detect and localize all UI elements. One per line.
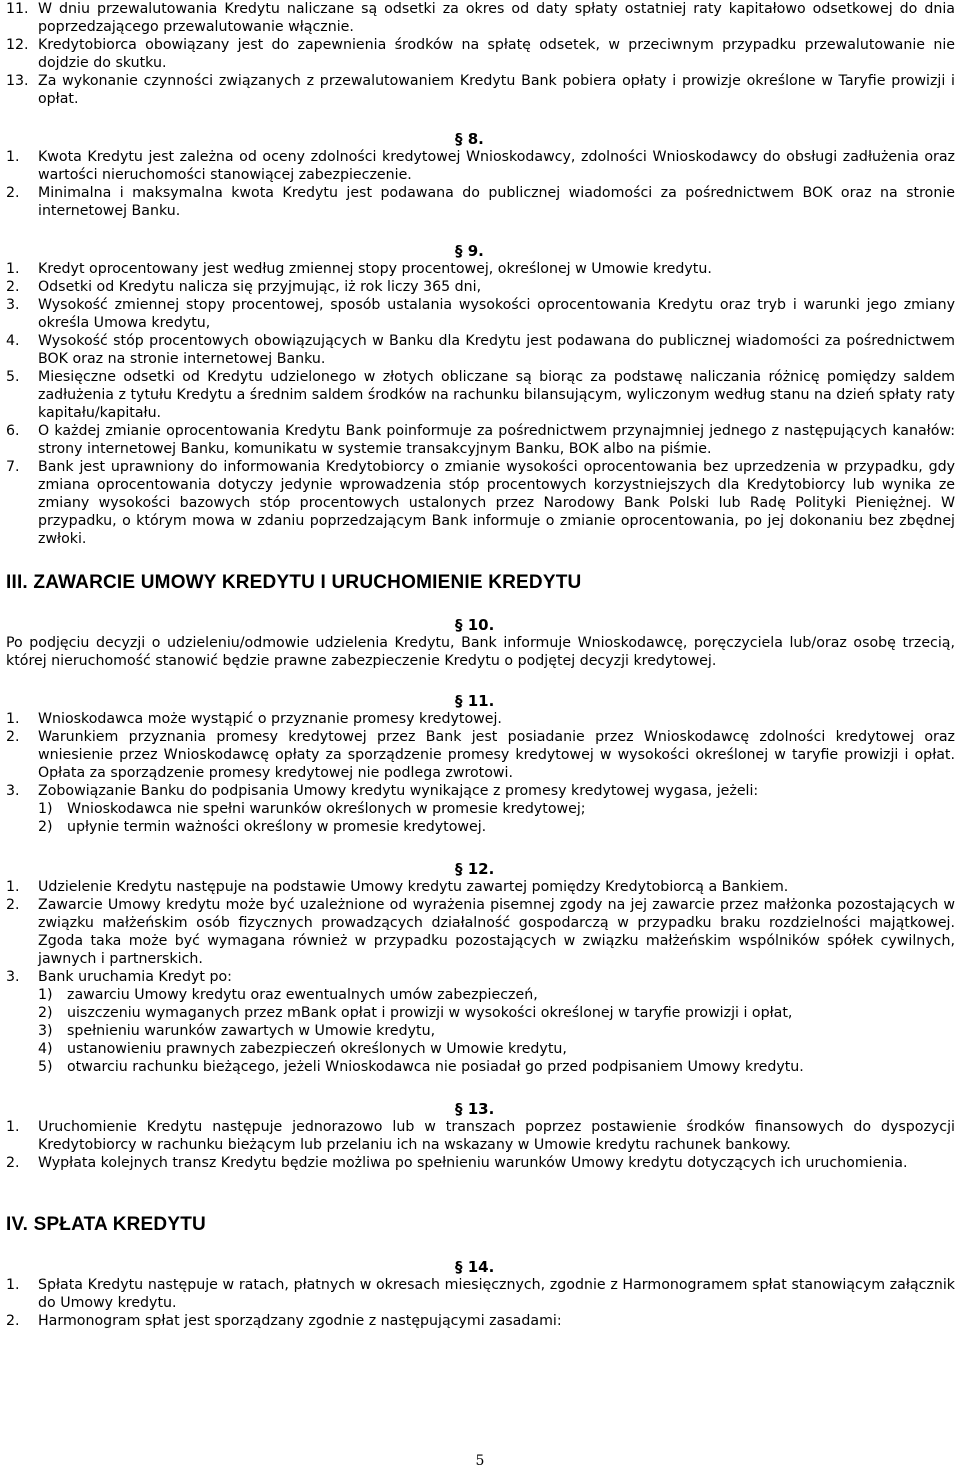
list-item (6, 296, 955, 332)
paragraph-heading: § 8. (455, 130, 484, 148)
list-item (6, 332, 955, 368)
item-number: 12. (6, 37, 29, 53)
item-text: Harmonogram spłat jest sporządzany zgodnie z następującymi zasadami: (38, 1313, 562, 1329)
paragraph-heading: § 9. (455, 242, 484, 260)
item-text: Bank jest uprawniony do informowania Kredytobiorcy o zmianie wysokości oprocentowania bez uprzedzenia w przypadku, gdy zmiana oprocentowania dotyczy jedynie wprowadzenia stóp procentowych korzystniejszych dla Kredytobiorcy lub wynika ze zmiany wysokości bazowych stóp procentowych ustalonych przez Narodowy Bank Polski lub Radę Polityki Pieniężnej. W przypadku, o którym mowa w zdaniu poprzedzającym Bank informuje o zmianie oprocentowania, po jej dokonaniu bez zbędnej zwłoki. (38, 459, 955, 547)
paragraph-heading: § 12. (455, 860, 495, 878)
item-text: Minimalna i maksymalna kwota Kredytu jest podawana do publicznej wiadomości za pośrednictwem BOK oraz na stronie internetowej Banku. (38, 185, 955, 219)
sub-item-text: upłynie termin ważności określony w promesie kredytowej. (67, 819, 487, 835)
item-text: Uruchomienie Kredytu następuje jednorazowo lub w transzach poprzez postawienie środków finansowych do dyspozycji Kredytobiorcy w rachunku bieżącym lub przelaniu ich na wskazany w Umowie kredytu rachunek bankowy. (38, 1119, 955, 1153)
paragraph-heading: § 10. (455, 616, 495, 634)
list-item (6, 422, 955, 458)
item-text: Kredytobiorca obowiązany jest do zapewnienia środków na spłatę odsetek, w przeciwnym przypadku przewalutowanie nie dojdzie do skutku. (38, 37, 955, 71)
item-number: 1. (6, 261, 20, 277)
item-number: 1. (6, 149, 20, 165)
list-item (6, 1276, 955, 1312)
sub-item (38, 1058, 955, 1076)
list-item (6, 782, 955, 800)
item-number: 11. (6, 1, 29, 17)
sub-item (38, 818, 955, 836)
list-item (6, 184, 955, 220)
item-text: Miesięczne odsetki od Kredytu udzielonego w złotych obliczane są biorąc za podstawę naliczania różnicę pomiędzy saldem zadłużenia z tytułu Kredytu a średnim saldem środków na rachunku bilansującym, wyliczonym według stanu na dzień spłaty raty kapitału/kapitału. (38, 369, 955, 421)
item-text: Wnioskodawca może wystąpić o przyznanie promesy kredytowej. (38, 711, 502, 727)
sub-item-number: 3) (38, 1023, 53, 1039)
sub-item-number: 4) (38, 1041, 53, 1057)
item-text: Spłata Kredytu następuje w ratach, płatnych w okresach miesięcznych, zgodnie z Harmonogramem spłat stanowiącym załącznik do Umowy kredytu. (38, 1277, 955, 1311)
paragraph-heading: § 14. (455, 1258, 495, 1276)
chapter-heading: III. ZAWARCIE UMOWY KREDYTU I URUCHOMIENIE KREDYTU (6, 572, 582, 593)
sub-item-text: otwarciu rachunku bieżącego, jeżeli Wnioskodawca nie posiadał go przed podpisaniem Umowy kredytu. (67, 1059, 804, 1075)
item-text: Kredyt oprocentowany jest według zmiennej stopy procentowej, określonej w Umowie kredytu. (38, 261, 712, 277)
item-number: 2. (6, 897, 20, 913)
document-page (6, 0, 955, 1330)
item-number: 2. (6, 1313, 20, 1329)
sub-item-text: zawarciu Umowy kredytu oraz ewentualnych umów zabezpieczeń, (67, 987, 538, 1003)
list-item (6, 36, 955, 72)
sub-item (38, 800, 955, 818)
paragraph-heading: § 11. (455, 692, 495, 710)
item-number: 6. (6, 423, 20, 439)
sub-item (38, 1022, 955, 1040)
item-number: 3. (6, 297, 20, 313)
item-text: Wypłata kolejnych transz Kredytu będzie możliwa po spełnieniu warunków Umowy kredytu dotyczących ich uruchomienia. (38, 1155, 908, 1171)
item-number: 2. (6, 279, 20, 295)
item-text: Warunkiem przyznania promesy kredytowej przez Bank jest posiadanie przez Wnioskodawcę zdolności kredytowej oraz wniesienie przez Wnioskodawcę opłaty za sporządzenie promesy kredytowej w wysokości określonej w taryfie prowizji i opłat. Opłata za sporządzenie promesy kredytowej nie podlega zwrotowi. (38, 729, 955, 781)
item-number: 1. (6, 1119, 20, 1135)
item-text: Wysokość zmiennej stopy procentowej, sposób ustalania wysokości oprocentowania Kredytu oraz tryb i warunki jego zmiany określa Umowa kredytu, (38, 297, 955, 331)
sub-item (38, 986, 955, 1004)
item-text: Zawarcie Umowy kredytu może być uzależnione od wyrażenia pisemnej zgody na jej zawarcie przez małżonka pozostających w związku małżeńskim osób fizycznych prowadzących działalność gospodarczą w przypadku braku rozdzielności majątkowej. Zgoda taka może być wymagana również w przypadku pozostających w związku małżeńskim wspólników spółek cywilnych, jawnych i partnerskich. (38, 897, 955, 967)
list-item (6, 1118, 955, 1154)
list-item (6, 72, 955, 108)
item-text: Odsetki od Kredytu nalicza się przyjmując, iż rok liczy 365 dni, (38, 279, 482, 295)
sub-item-text: ustanowieniu prawnych zabezpieczeń określonych w Umowie kredytu, (67, 1041, 567, 1057)
item-text: Bank uruchamia Kredyt po: (38, 969, 232, 985)
sub-item-text: Wnioskodawca nie spełni warunków określonych w promesie kredytowej; (67, 801, 586, 817)
sub-item-number: 1) (38, 801, 53, 817)
list-item (6, 968, 955, 986)
sub-item-number: 5) (38, 1059, 53, 1075)
list-item (6, 0, 955, 36)
sub-item-text: uiszczeniu wymaganych przez mBank opłat i prowizji w wysokości określonej w taryfie prowizji i opłat, (67, 1005, 793, 1021)
item-number: 1. (6, 879, 20, 895)
item-number: 13. (6, 73, 29, 89)
item-number: 5. (6, 369, 20, 385)
item-number: 2. (6, 1155, 20, 1171)
paragraph-text: Po podjęciu decyzji o udzieleniu/odmowie udzielenia Kredytu, Bank informuje Wnioskodawcę, poręczyciela lub/oraz osobę trzecią, której nieruchomość stanowić będzie prawne zabezpieczenie Kredytu o podjętej decyzji kredytowej. (6, 635, 955, 669)
list-item (6, 896, 955, 968)
item-text: Wysokość stóp procentowych obowiązujących w Banku dla Kredytu jest podawana do publicznej wiadomości za pośrednictwem BOK oraz na stronie internetowej Banku. (38, 333, 955, 367)
sub-item-text: spełnieniu warunków zawartych w Umowie kredytu, (67, 1023, 436, 1039)
sub-item (38, 1004, 955, 1022)
item-text: O każdej zmianie oprocentowania Kredytu Bank poinformuje za pośrednictwem przynajmniej jednego z następujących kanałów: strony internetowej Banku, komunikatu w systemie transakcyjnym Banku, BOK albo na piśmie. (38, 423, 955, 457)
sub-item-number: 2) (38, 819, 53, 835)
item-number: 3. (6, 969, 20, 985)
sub-item (38, 1040, 955, 1058)
list-item (6, 458, 955, 548)
item-number: 1. (6, 1277, 20, 1293)
list-item (6, 878, 955, 896)
item-text: W dniu przewalutowania Kredytu naliczane są odsetki za okres od daty spłaty ostatniej raty kapitałowo odsetkowej do dnia poprzedzającego przewalutowanie włącznie. (38, 1, 955, 35)
list-item (6, 710, 955, 728)
item-number: 1. (6, 711, 20, 727)
item-number: 7. (6, 459, 20, 475)
item-text: Zobowiązanie Banku do podpisania Umowy kredytu wynikające z promesy kredytowej wygasa, jeżeli: (38, 783, 759, 799)
page-number: 5 (475, 1453, 485, 1469)
sub-item-number: 1) (38, 987, 53, 1003)
chapter-heading: IV. SPŁATA KREDYTU (6, 1214, 206, 1235)
section-a (6, 0, 955, 108)
item-text: Kwota Kredytu jest zależna od oceny zdolności kredytowej Wnioskodawcy, zdolności Wnioskodawcy do obsługi zadłużenia oraz wartości nieruchomości stanowiącej zabezpieczenie. (38, 149, 955, 183)
item-number: 2. (6, 729, 20, 745)
sub-item-number: 2) (38, 1005, 53, 1021)
list-item (6, 1312, 955, 1330)
list-item (6, 260, 955, 278)
item-text: Udzielenie Kredytu następuje na podstawie Umowy kredytu zawartej pomiędzy Kredytobiorcą a Bankiem. (38, 879, 789, 895)
list-item (6, 148, 955, 184)
item-number: 3. (6, 783, 20, 799)
list-item (6, 1154, 955, 1172)
item-number: 2. (6, 185, 20, 201)
list-item (6, 278, 955, 296)
paragraph-heading: § 13. (455, 1100, 495, 1118)
item-text: Za wykonanie czynności związanych z przewalutowaniem Kredytu Bank pobiera opłaty i prowizje określone w Taryfie prowizji i opłat. (38, 73, 955, 107)
list-item (6, 728, 955, 782)
list-item (6, 368, 955, 422)
item-number: 4. (6, 333, 20, 349)
